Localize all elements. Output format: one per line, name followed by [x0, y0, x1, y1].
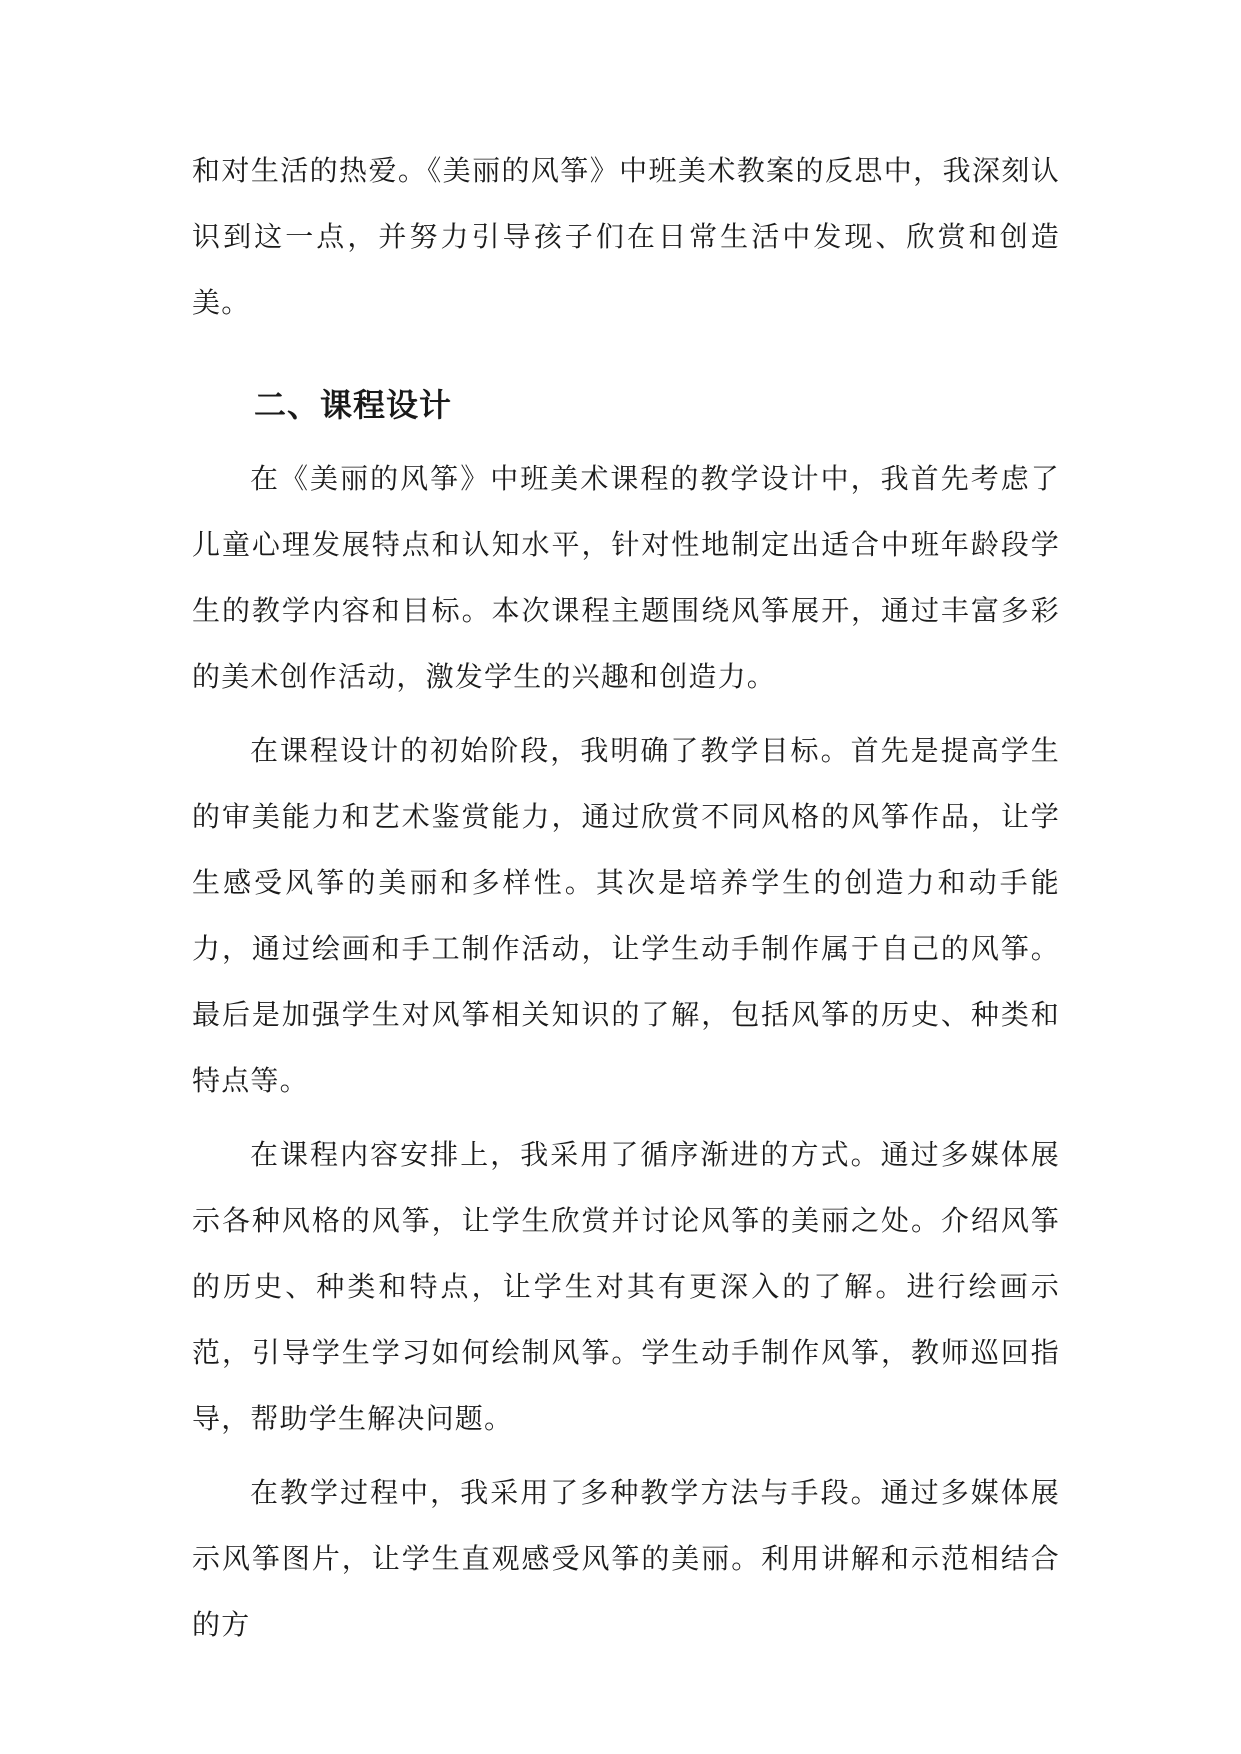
- paragraph-gap: [192, 710, 1060, 718]
- body-paragraph-4: 在教学过程中，我采用了多种教学方法与手段。通过多媒体展示风筝图片，让学生直观感受风筝的美丽。利用讲解和示范相结合的方: [192, 1476, 1060, 1641]
- body-paragraph-1: 在《美丽的风筝》中班美术课程的教学设计中，我首先考虑了儿童心理发展特点和认知水平，针对性地制定出适合中班年龄段学生的教学内容和目标。本次课程主题围绕风筝展开，通过丰富多彩的美术创作活动，激发学生的兴趣和创造力。: [192, 462, 1060, 693]
- body-paragraph-2: 在课程设计的初始阶段，我明确了教学目标。首先是提高学生的审美能力和艺术鉴赏能力，通过欣赏不同风格的风筝作品，让学生感受风筝的美丽和多样性。其次是培养学生的创造力和动手能力，通过绘画和手工制作活动，让学生动手制作属于自己的风筝。最后是加强学生对风筝相关知识的了解，包括风筝的历史、种类和特点等。: [192, 734, 1060, 1097]
- section-heading: 二、课程设计: [254, 386, 453, 424]
- paragraph-gap: [192, 1452, 1060, 1460]
- continuation-paragraph: 和对生活的热爱。《美丽的风筝》中班美术教案的反思中，我深刻认识到这一点，并努力引导孩子们在日常生活中发现、欣赏和创造美。: [192, 154, 1060, 319]
- paragraph-gap: [192, 1114, 1060, 1122]
- body-paragraph-3: 在课程内容安排上，我采用了循序渐进的方式。通过多媒体展示各种风格的风筝，让学生欣赏并讨论风筝的美丽之处。介绍风筝的历史、种类和特点，让学生对其有更深入的了解。进行绘画示范，引导学生学习如何绘制风筝。学生动手制作风筝，教师巡回指导，帮助学生解决问题。: [192, 1138, 1060, 1435]
- document-body: [192, 138, 1060, 1658]
